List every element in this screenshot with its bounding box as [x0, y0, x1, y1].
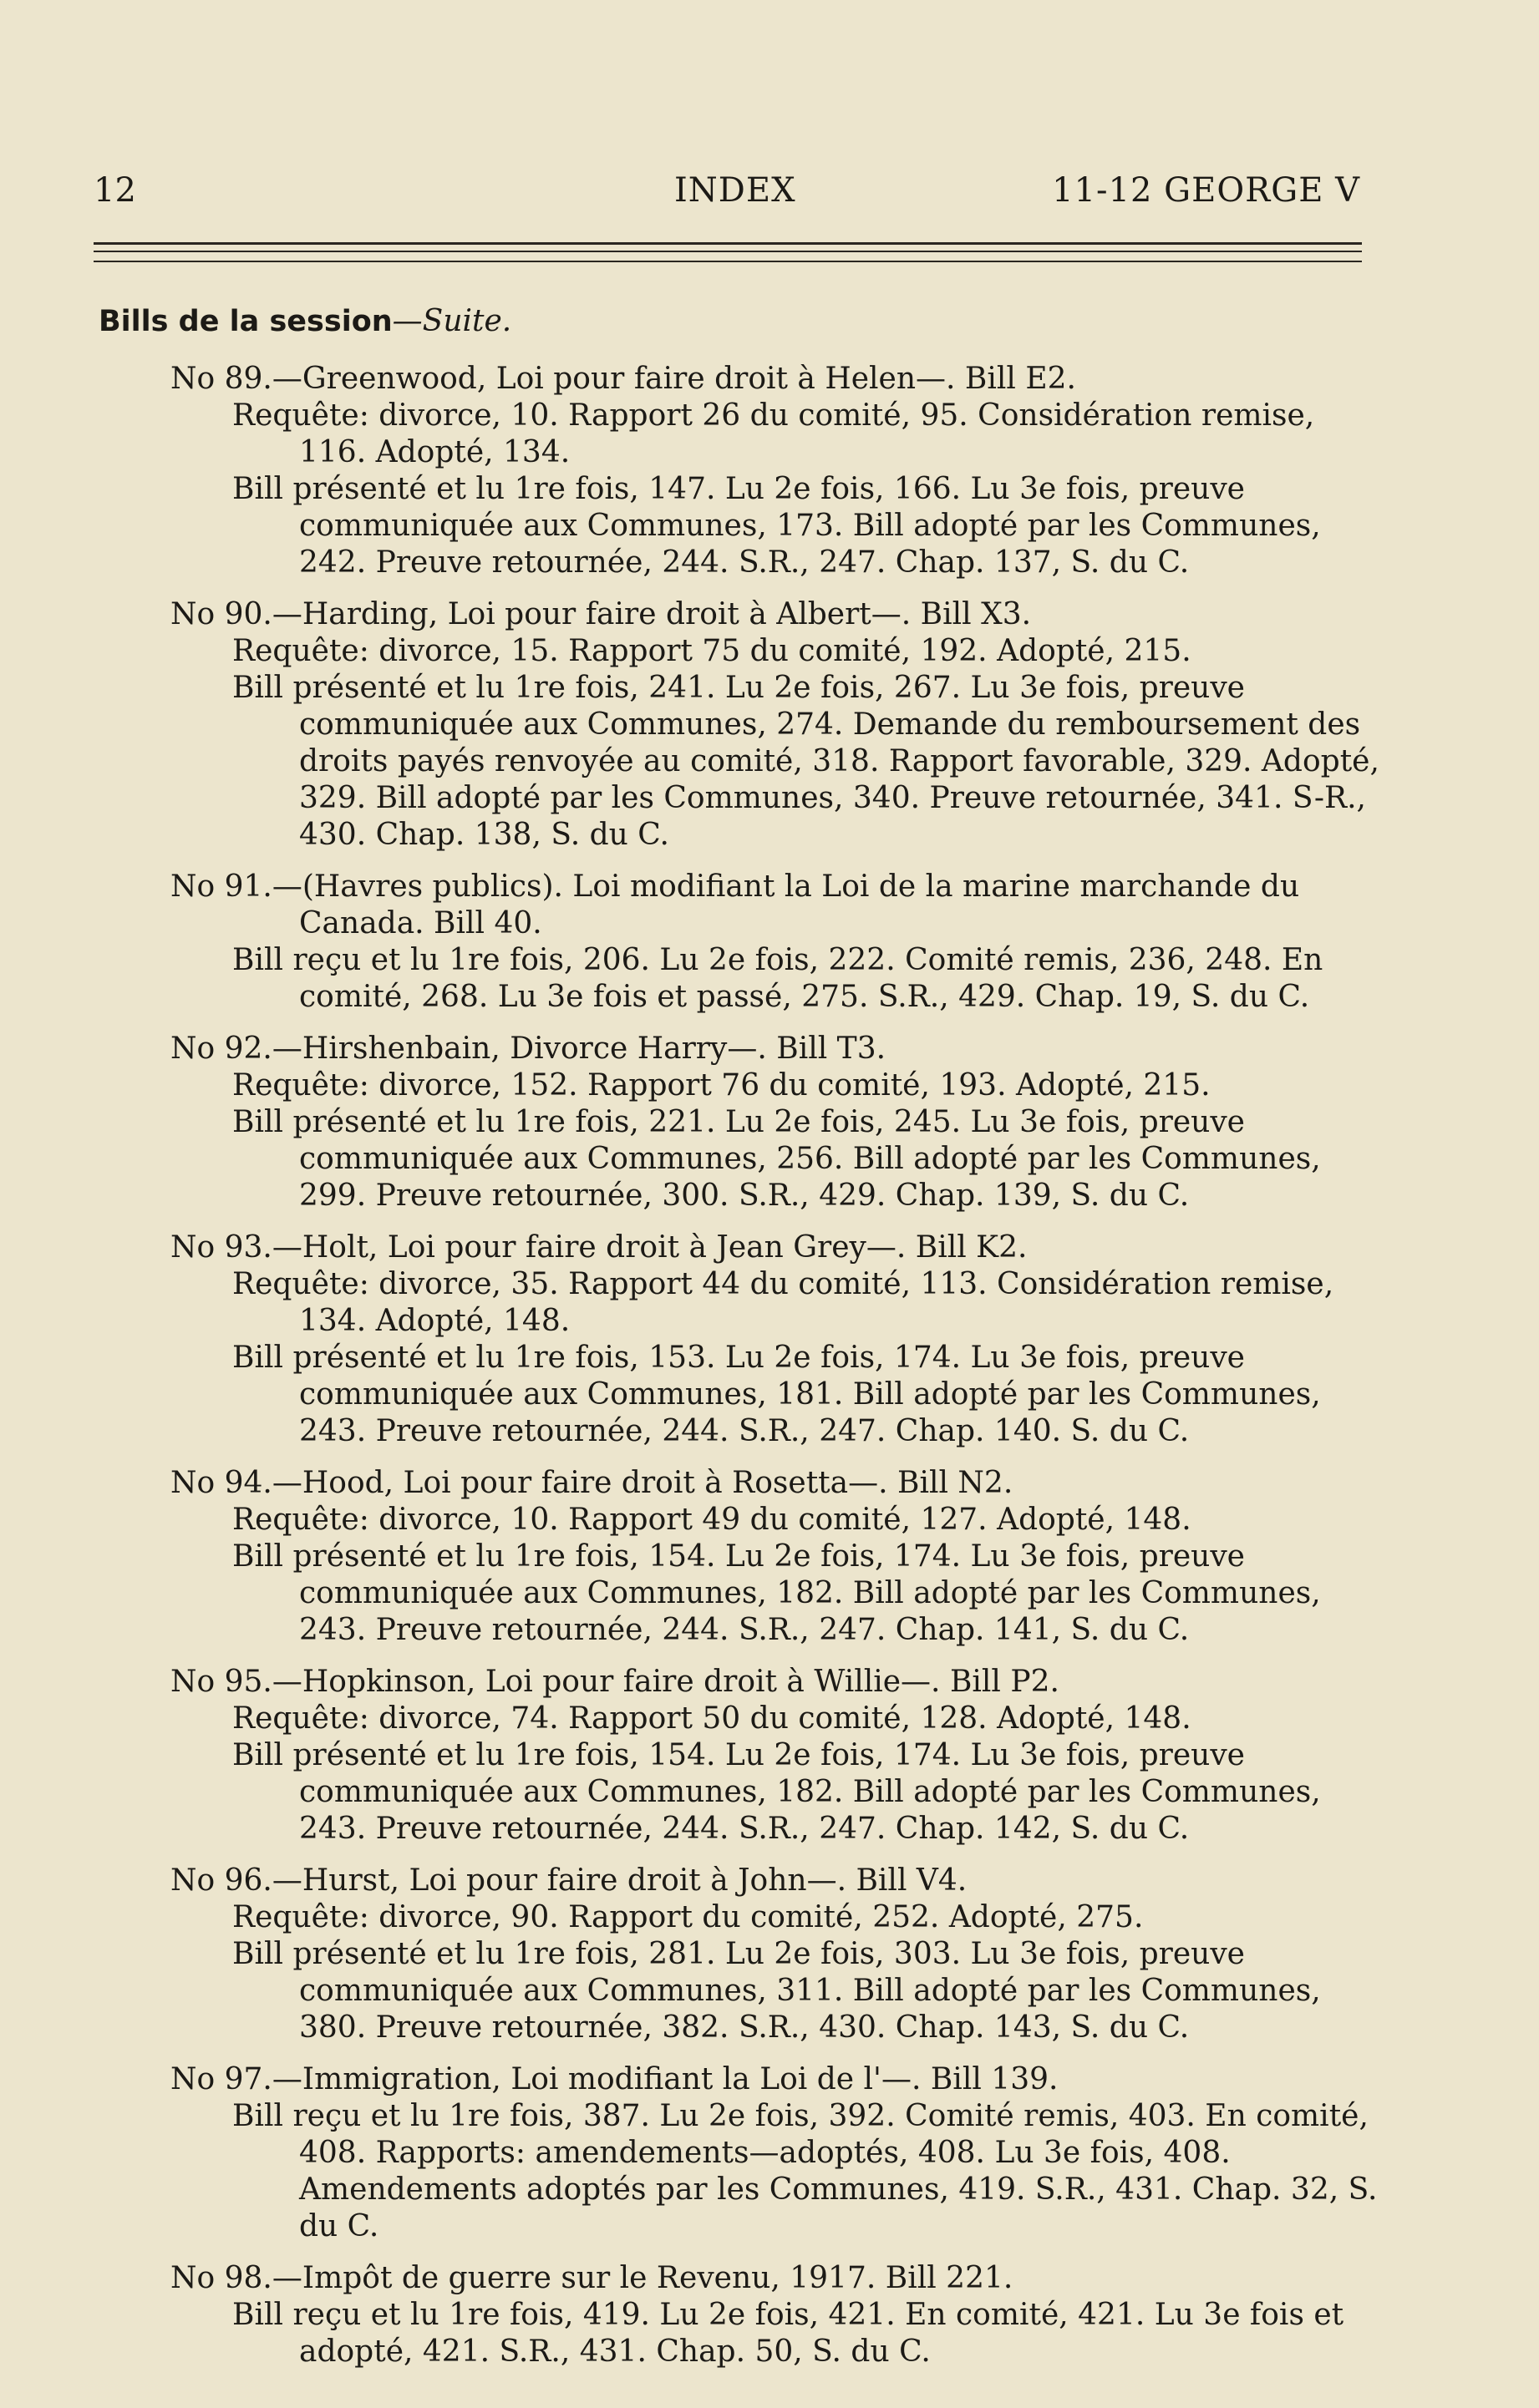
entry-heading: No 96.—Hurst, Loi pour faire droit à John—. Bill V4.	[170, 1863, 968, 1898]
entry-detail: Requête: divorce, 35. Rapport 44 du comité, 113. Considération remise, 134. Adopté, 148.	[232, 1267, 1334, 1338]
entry-heading: No 89.—Greenwood, Loi pour faire droit à Helen—. Bill E2.	[170, 362, 1076, 396]
entry-detail: Requête: divorce, 74. Rapport 50 du comité, 128. Adopté, 148.	[232, 1701, 1191, 1736]
index-entry	[99, 2260, 1385, 2370]
entry-detail: Bill reçu et lu 1re fois, 206. Lu 2e fois, 222. Comité remis, 236, 248. En comité, 268. Lu 3e fois et passé, 275. S.R., 429. Chap. 19, S. du C.	[232, 943, 1323, 1014]
index-entry	[99, 2061, 1385, 2245]
index-entry	[99, 1031, 1385, 1214]
entry-detail: Bill présenté et lu 1re fois, 154. Lu 2e fois, 174. Lu 3e fois, preuve communiquée aux Communes, 182. Bill adopté par les Communes, 243. Preuve retournée, 244. S.R., 247. Chap. 142, S. du C.	[232, 1738, 1321, 1846]
index-entry	[99, 869, 1385, 1016]
entry-heading: No 94.—Hood, Loi pour faire droit à Rosetta—. Bill N2.	[170, 1466, 1013, 1500]
index-entry	[99, 1229, 1385, 1450]
header-rule	[94, 251, 1362, 252]
index-entry	[99, 361, 1385, 581]
entry-heading: No 97.—Immigration, Loi modifiant la Loi de l'—. Bill 139.	[170, 2062, 1059, 2096]
volume-title: 11-12 GEORGE V	[1052, 171, 1360, 210]
entry-detail: Requête: divorce, 10. Rapport 49 du comité, 127. Adopté, 148.	[232, 1503, 1191, 1537]
entry-heading: No 98.—Impôt de guerre sur le Revenu, 1917. Bill 221.	[170, 2261, 1013, 2295]
entry-detail: Bill présenté et lu 1re fois, 154. Lu 2e fois, 174. Lu 3e fois, preuve communiquée aux Communes, 182. Bill adopté par les Communes, 243. Preuve retournée, 244. S.R., 247. Chap. 141, S. du C.	[232, 1539, 1321, 1647]
index-entry	[99, 1664, 1385, 1848]
page-number: 12	[94, 171, 136, 210]
index-entry	[99, 1863, 1385, 2046]
entry-detail: Bill présenté et lu 1re fois, 281. Lu 2e fois, 303. Lu 3e fois, preuve communiquée aux Communes, 311. Bill adopté par les Communes, 380. Preuve retournée, 382. S.R., 430. Chap. 143, S. du C.	[232, 1937, 1321, 2045]
entry-detail: Bill reçu et lu 1re fois, 419. Lu 2e fois, 421. En comité, 421. Lu 3e fois et adopté, 421. S.R., 431. Chap. 50, S. du C.	[232, 2298, 1344, 2369]
entry-heading: No 90.—Harding, Loi pour faire droit à Albert—. Bill X3.	[170, 597, 1032, 631]
header-rule	[94, 242, 1362, 245]
entry-detail: Bill reçu et lu 1re fois, 387. Lu 2e fois, 392. Comité remis, 403. En comité, 408. Rapports: amendements—adoptés, 408. Lu 3e fois, 408. Amendements adoptés par les Communes, 419. S.R., 431. Chap. 32, S. du C.	[232, 2099, 1378, 2243]
index-content	[99, 301, 1385, 2385]
entry-list	[99, 361, 1385, 2370]
entry-heading: No 91.—(Havres publics). Loi modifiant la Loi de la marine marchande du Canada. Bill 40.	[170, 869, 1300, 940]
index-entry	[99, 596, 1385, 854]
section-title: Bills de la session	[99, 305, 393, 338]
entry-detail: Bill présenté et lu 1re fois, 147. Lu 2e fois, 166. Lu 3e fois, preuve communiquée aux Communes, 173. Bill adopté par les Communes, 242. Preuve retournée, 244. S.R., 247. Chap. 137, S. du C.	[232, 472, 1321, 580]
running-title: INDEX	[674, 171, 796, 210]
entry-detail: Requête: divorce, 152. Rapport 76 du comité, 193. Adopté, 215.	[232, 1068, 1211, 1103]
entry-detail: Requête: divorce, 10. Rapport 26 du comité, 95. Considération remise, 116. Adopté, 134.	[232, 398, 1315, 469]
entry-detail: Requête: divorce, 15. Rapport 75 du comité, 192. Adopté, 215.	[232, 634, 1191, 668]
entry-detail: Requête: divorce, 90. Rapport du comité, 252. Adopté, 275.	[232, 1900, 1144, 1934]
header-rule	[94, 261, 1362, 262]
index-entry	[99, 1465, 1385, 1649]
entry-heading: No 92.—Hirshenbain, Divorce Harry—. Bill T3.	[170, 1032, 886, 1066]
entry-detail: Bill présenté et lu 1re fois, 221. Lu 2e fois, 245. Lu 3e fois, preuve communiquée aux Communes, 256. Bill adopté par les Communes, 299. Preuve retournée, 300. S.R., 429. Chap. 139, S. du C.	[232, 1105, 1321, 1213]
entry-detail: Bill présenté et lu 1re fois, 241. Lu 2e fois, 267. Lu 3e fois, preuve communiquée aux Communes, 274. Demande du remboursement des droits payés renvoyée au comité, 318. Rapport favorable, 329. Adopté, 329. Bill adopté par les Communes, 340. Preuve retournée, 341. S-R., 430. Chap. 138, S. du C.	[232, 671, 1379, 852]
section-heading	[99, 301, 1385, 342]
page-header	[94, 171, 1360, 221]
entry-heading: No 95.—Hopkinson, Loi pour faire droit à Willie—. Bill P2.	[170, 1665, 1059, 1699]
entry-detail: Bill présenté et lu 1re fois, 153. Lu 2e fois, 174. Lu 3e fois, preuve communiquée aux Communes, 181. Bill adopté par les Communes, 243. Preuve retournée, 244. S.R., 247. Chap. 140. S. du C.	[232, 1341, 1321, 1448]
entry-heading: No 93.—Holt, Loi pour faire droit à Jean Grey—. Bill K2.	[170, 1230, 1028, 1265]
section-suffix: —Suite.	[392, 304, 512, 338]
